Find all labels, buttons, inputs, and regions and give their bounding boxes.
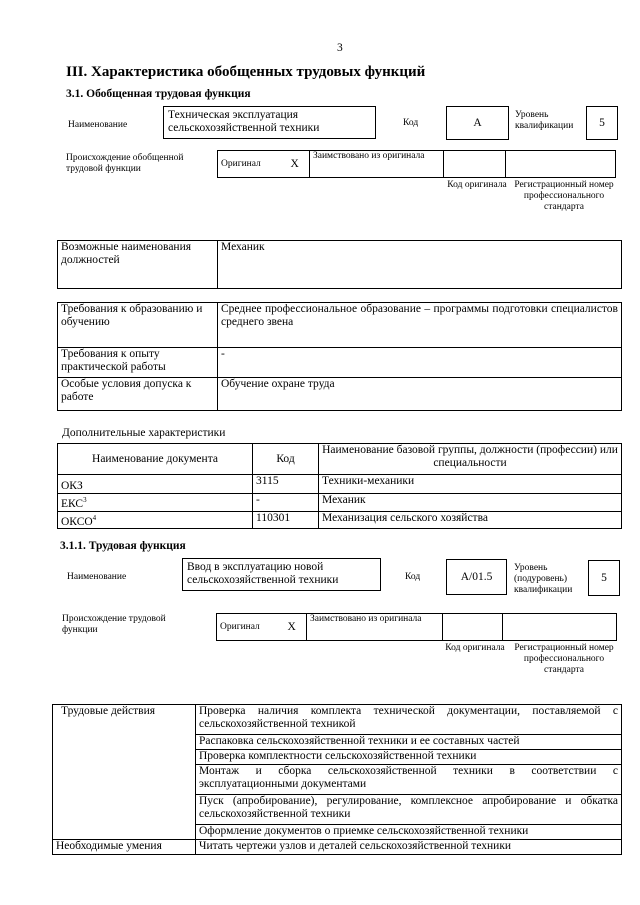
special-value: Обучение охране труда [218,378,622,411]
edu-label: Требования к образованию и обучению [58,303,218,348]
additional-title: Дополнительные характеристики [62,427,226,439]
additional-name: Механизация сельского хозяйства [319,511,622,529]
skill-item: Читать чертежи узлов и деталей сельскохозяйственной техники [196,840,622,855]
requirements-table [57,302,622,411]
exp-value: - [218,348,622,378]
positions-value: Механик [218,241,622,289]
positions-table [57,240,622,289]
skills-label: Необходимые умения [53,840,196,855]
additional-doc-sup: 3 [83,495,87,504]
table-row [58,493,622,511]
exp-label: Требования к опыту практической работы [58,348,218,378]
gtf-code-orig-cell [444,151,506,178]
additional-header-doc: Наименование документа [58,444,253,475]
additional-doc: ЕКС [61,497,84,510]
additional-doc-sup: 4 [92,513,97,522]
action-item: Проверка наличия комплекта технической документации, поставляемой с сельскохозяйственной техникой [196,705,622,735]
table-row [58,475,622,494]
gtf-borrowed-label: Заимствовано из оригинала [310,151,444,178]
additional-table [57,443,622,529]
gtf-heading: 3.1. Обобщенная трудовая функция [66,88,251,100]
action-item: Проверка комплектности сельскохозяйственной техники [196,750,622,765]
gtf-original-mark: Х [288,151,310,178]
gtf-original-label: Оригинал [218,151,288,178]
additional-header-code: Код [253,444,319,475]
table-row [58,511,622,529]
tf-origin-label: Происхождение трудовой функции [62,614,166,635]
tf-level-label: Уровень (подуровень) квалификации [514,563,573,595]
gtf-name-label: Наименование [68,120,128,130]
action-item: Монтаж и сборка сельскохозяйственной техники в соответствии с эксплуатационными документами [196,765,622,795]
tf-code-value: А/01.5 [446,559,507,595]
tf-reg-num-cell [503,614,617,641]
additional-code: 3115 [253,475,319,494]
page-number: 3 [337,42,343,54]
table-row [53,840,622,855]
tf-reg-num-caption: Регистрационный номер профессионального стандарта [514,643,614,675]
actions-table [52,704,622,855]
gtf-reg-num-cell [506,151,616,178]
gtf-level-value: 5 [586,106,618,140]
additional-code: 110301 [253,511,319,529]
gtf-name-value: Техническая эксплуатация сельскохозяйственной техники [163,106,376,139]
gtf-code-label: Код [403,118,419,128]
special-label: Особые условия допуска к работе [58,378,218,411]
additional-doc: ОКСО [61,515,93,528]
tf-heading: 3.1.1. Трудовая функция [60,540,186,552]
gtf-code-value: А [446,106,509,140]
section-heading: III. Характеристика обобщенных трудовых функций [66,64,426,80]
additional-name: Механик [319,493,622,511]
gtf-level-label: Уровень квалификации [515,110,574,131]
tf-name-label: Наименование [67,572,127,582]
action-item: Пуск (апробирование), регулирование, комплексное апробирование и обкатка сельскохозяйственной техники [196,795,622,825]
gtf-reg-num-caption: Регистрационный номер профессионального стандарта [514,180,614,212]
tf-name-value: Ввод в эксплуатацию новой сельскохозяйственной техники [182,558,381,591]
tf-code-orig-cell [443,614,503,641]
gtf-code-orig-caption: Код оригинала [447,180,507,190]
action-item: Распаковка сельскохозяйственной техники и ее составных частей [196,735,622,750]
actions-label: Трудовые действия [53,705,196,840]
tf-code-label: Код [405,572,421,582]
tf-code-orig-caption: Код оригинала [445,643,505,653]
additional-doc: ОКЗ [61,479,83,492]
positions-label: Возможные наименования должностей [58,241,218,289]
tf-original-mark: Х [285,614,307,641]
gtf-origin-label: Происхождение обобщенной трудовой функции [66,153,184,174]
tf-original-label: Оригинал [217,614,285,641]
action-item: Оформление документов о приемке сельскохозяйственной техники [196,825,622,840]
additional-name: Техники-механики [319,475,622,494]
tf-origin-table [216,613,617,641]
tf-borrowed-label: Заимствовано из оригинала [307,614,443,641]
gtf-origin-table [217,150,616,178]
table-row [53,705,622,735]
tf-level-value: 5 [588,560,620,596]
edu-value: Среднее профессиональное образование – программы подготовки специалистов среднего звена [218,303,622,348]
additional-code: - [253,493,319,511]
additional-header-name: Наименование базовой группы, должности (профессии) или специальности [319,444,622,475]
